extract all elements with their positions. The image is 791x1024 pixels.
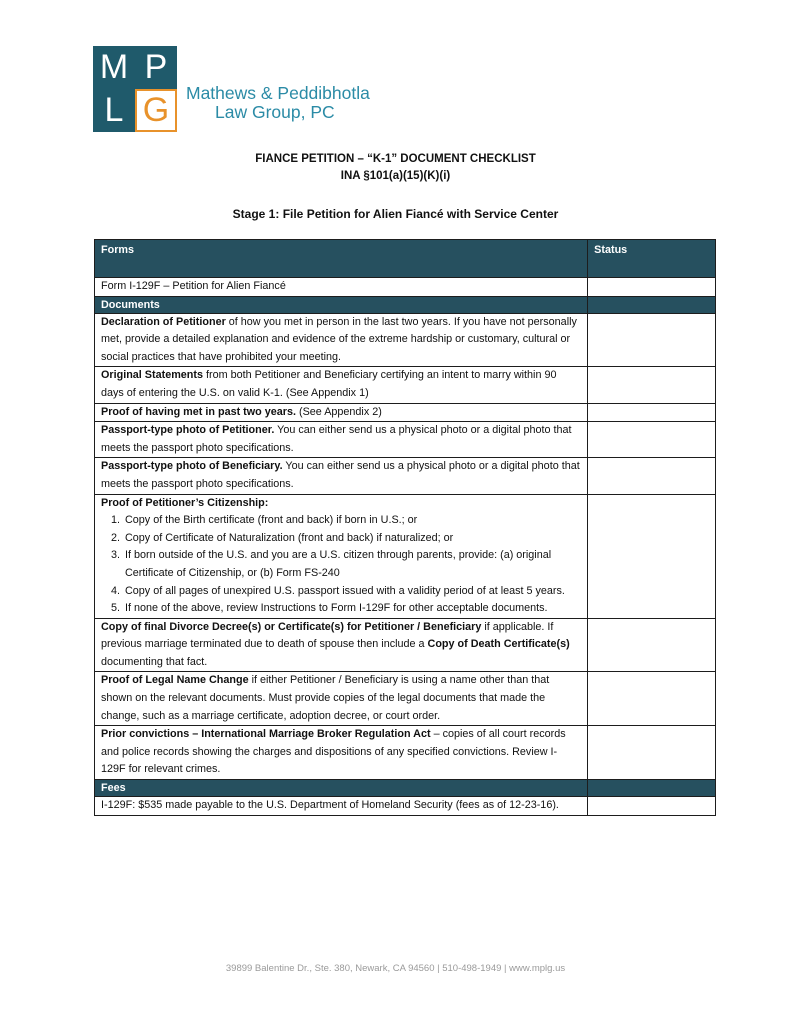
logo-letter-l: L — [93, 89, 135, 132]
name-change-text: if either Petitioner / Beneficiary is using a name other than that shown on the relevant documents. Must provide copies of the legal documents that made the change, such as a marriage certificate, adoption decree, or court order. — [101, 674, 550, 722]
status-cell — [588, 797, 716, 816]
row-declaration — [95, 313, 588, 367]
status-cell — [588, 494, 716, 618]
checklist-table — [94, 239, 716, 816]
row-photo-beneficiary — [95, 458, 588, 494]
original-statements-text: from both Petitioner and Beneficiary certifying an intent to marry within 90 days of entering the U.S. on valid K-1. (See Appendix 1) — [101, 369, 557, 399]
firm-name — [186, 84, 370, 122]
firm-name-line2: Law Group, PC — [215, 102, 335, 122]
row-divorce — [95, 618, 588, 672]
table-row — [95, 422, 716, 458]
logo-letter-g: G — [135, 89, 177, 132]
status-cell — [588, 313, 716, 367]
document-title: FIANCE PETITION – “K-1” DOCUMENT CHECKLIST — [255, 153, 536, 165]
footer-address: 39899 Balentine Dr., Ste. 380, Newark, CA 94560 | 510-498-1949 | www.mplg.us — [225, 963, 566, 974]
divorce-text-3: documenting that fact. — [101, 655, 208, 668]
status-cell — [588, 726, 716, 780]
table-row — [95, 313, 716, 367]
table-row — [95, 367, 716, 403]
table-row — [95, 672, 716, 726]
divorce-text-1: if applicable. — [481, 620, 545, 633]
table-row — [95, 494, 716, 618]
row-proof-met — [95, 403, 588, 422]
section-label-documents: Documents — [95, 296, 588, 313]
convictions-label: Prior convictions – International Marriage Broker Regulation Act — [101, 728, 431, 741]
section-row-documents — [95, 296, 716, 313]
table-row — [95, 797, 716, 816]
status-cell — [588, 618, 716, 672]
column-header-forms: Forms — [95, 240, 588, 278]
table-row — [95, 458, 716, 494]
photo-petitioner-text: You can either send us a physical photo or a digital photo that meets the passport photo specifications. — [101, 424, 572, 454]
status-cell — [588, 458, 716, 494]
original-statements-label: Original Statements — [101, 369, 203, 382]
convictions-text: – copies of all court records and police records showing the charges and dispositions of any specified convictions. Review I-129F for relevant crimes. — [101, 728, 566, 776]
row-convictions — [95, 726, 588, 780]
table-row — [95, 618, 716, 672]
section-status-blank — [588, 780, 716, 797]
logo-letter-m: M — [93, 46, 135, 89]
section-row-fees — [95, 780, 716, 797]
divorce-label: Copy of final Divorce Decree(s) or Certificate(s) for Petitioner / Beneficiary — [101, 620, 482, 633]
firm-logo — [93, 46, 177, 132]
list-item: 4. Copy of all pages of unexpired U.S. passport issued with a validity period of at least 5 years. — [123, 583, 581, 601]
row-citizenship — [95, 494, 588, 618]
photo-beneficiary-label: Passport-type photo of Beneficiary. — [101, 460, 283, 473]
row-original-statements — [95, 367, 588, 403]
status-cell — [588, 367, 716, 403]
declaration-text: of how you met in person in the last two years. If you have not personally met, provide a detailed explanation and evidence of the extreme hardship or customary, cultural or social practices that have prohibited your meeting. — [101, 315, 577, 363]
section-label-fees: Fees — [95, 780, 588, 797]
table-header-row — [95, 240, 716, 278]
divorce-text-2: If previous marriage terminated due to death of spouse then include a — [101, 620, 554, 651]
firm-name-line1: Mathews & Peddibhotla — [186, 83, 370, 103]
logo-letter-p: P — [135, 46, 177, 89]
status-cell — [588, 422, 716, 458]
proof-met-label: Proof of having met in past two years. — [101, 405, 296, 418]
row-fees: I-129F: $535 made payable to the U.S. Department of Homeland Security (fees as of 12-23-16). — [95, 797, 588, 816]
list-item: 1. Copy of the Birth certificate (front and back) if born in U.S.; or — [123, 512, 581, 530]
photo-petitioner-label: Passport-type photo of Petitioner. — [101, 424, 275, 437]
table-row — [95, 278, 716, 297]
photo-beneficiary-text: You can either send us a physical photo or a digital photo that meets the passport photo specifications. — [101, 460, 580, 490]
status-cell — [588, 403, 716, 422]
stage-title: Stage 1: File Petition for Alien Fiancé with Service Center — [232, 207, 559, 221]
name-change-label: Proof of Legal Name Change — [101, 674, 249, 687]
section-status-blank — [588, 296, 716, 313]
citizenship-list — [101, 512, 581, 618]
row-photo-petitioner — [95, 422, 588, 458]
table-row — [95, 403, 716, 422]
death-certificate-label: Copy of Death Certificate(s) — [427, 638, 570, 651]
list-item: 2. Copy of Certificate of Naturalization (front and back) if naturalized; or — [123, 530, 581, 548]
declaration-label: Declaration of Petitioner — [101, 315, 226, 328]
list-item: 5. If none of the above, review Instructions to Form I-129F for other acceptable documents. — [123, 600, 581, 618]
status-cell — [588, 278, 716, 297]
table-row — [95, 726, 716, 780]
row-name-change — [95, 672, 588, 726]
document-subtitle: INA §101(a)(15)(K)(i) — [340, 170, 451, 182]
list-item: 3. If born outside of the U.S. and you are a U.S. citizen through parents, provide: (a) original Certificate of Citizenship, or (b) Form FS-240 — [123, 547, 581, 582]
row-form-i129f: Form I-129F – Petition for Alien Fiancé — [95, 278, 588, 297]
status-cell — [588, 672, 716, 726]
proof-met-text: (See Appendix 2) — [295, 405, 382, 418]
citizenship-label: Proof of Petitioner’s Citizenship: — [101, 496, 269, 509]
column-header-status: Status — [588, 240, 716, 278]
